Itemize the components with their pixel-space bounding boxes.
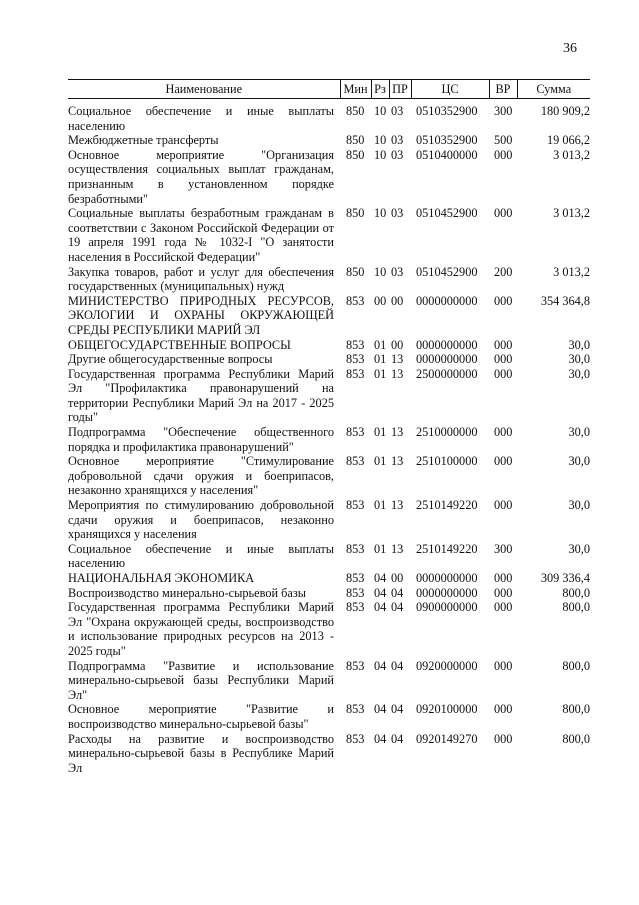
row-sum: 30,0 <box>568 352 590 367</box>
row-name: Межбюджетные трансферты <box>68 133 219 148</box>
row-pr-code: 00 <box>391 293 404 308</box>
row-vr-code: 000 <box>494 293 513 308</box>
row-cs-code: 0510452900 <box>416 206 478 221</box>
row-name: Мероприятия по стимулированию добровольной сдачи оружия и боеприпасов, незаконно хранящихся у населения <box>68 498 334 542</box>
row-min-code: 853 <box>346 366 365 381</box>
row-name: Государственная программа Республики Марий Эл "Охрана окружающей среды, воспроизводство и использование природных ресурсов на 2013 - 2025 годы" <box>68 600 334 658</box>
row-cs-code: 2510000000 <box>416 425 478 440</box>
row-cs-code: 0900000000 <box>416 600 478 615</box>
table-row <box>68 542 590 571</box>
row-sum: 30,0 <box>568 541 590 556</box>
row-cs-code: 0000000000 <box>416 571 478 585</box>
row-vr-code: 000 <box>494 731 513 746</box>
table-row <box>68 498 590 542</box>
row-vr-code: 000 <box>494 454 513 469</box>
row-sum: 30,0 <box>568 366 590 381</box>
row-sum: 800,0 <box>562 702 590 717</box>
row-min-code: 853 <box>346 454 365 469</box>
row-name: Социальное обеспечение и иные выплаты населению <box>68 104 334 133</box>
row-sum: 800,0 <box>562 731 590 746</box>
row-pr-code: 13 <box>391 366 404 381</box>
row-min-code: 853 <box>346 337 365 352</box>
row-sum: 800,0 <box>562 600 590 615</box>
row-name: Подпрограмма "Обеспечение общественного порядка и профилактика правонарушений" <box>68 425 334 454</box>
row-cs-code: 0000000000 <box>416 293 478 308</box>
row-rz-code: 10 <box>374 133 387 148</box>
row-cs-code: 2510100000 <box>416 454 478 469</box>
row-vr-code: 000 <box>494 425 513 440</box>
row-min-code: 850 <box>346 104 365 118</box>
row-name: НАЦИОНАЛЬНАЯ ЭКОНОМИКА <box>68 571 255 585</box>
row-cs-code: 0000000000 <box>416 337 478 352</box>
row-sum: 3 013,2 <box>553 147 590 162</box>
row-cs-code: 0000000000 <box>416 585 478 600</box>
row-min-code: 853 <box>346 293 365 308</box>
table-row <box>68 586 590 601</box>
header-rz: Рз <box>371 80 389 99</box>
row-rz-code: 04 <box>374 585 387 600</box>
row-vr-code: 000 <box>494 366 513 381</box>
table-row <box>68 206 590 264</box>
table-row <box>68 352 590 367</box>
row-vr-code: 000 <box>494 702 513 717</box>
row-min-code: 853 <box>346 352 365 367</box>
row-cs-code: 0000000000 <box>416 352 478 367</box>
header-sum: Сумма <box>517 80 590 99</box>
row-name: Закупка товаров, работ и услуг для обеспечения государственных (муниципальных) нужд <box>68 264 334 294</box>
table-row <box>68 425 590 454</box>
row-rz-code: 04 <box>374 600 387 615</box>
row-cs-code: 0510400000 <box>416 147 478 162</box>
table-row <box>68 571 590 586</box>
table-row <box>68 265 590 294</box>
row-sum: 800,0 <box>562 658 590 673</box>
row-sum: 30,0 <box>568 498 590 513</box>
row-pr-code: 03 <box>391 147 404 162</box>
table-header-row <box>68 80 590 99</box>
row-cs-code: 2500000000 <box>416 366 478 381</box>
row-name: Воспроизводство минерально-сырьевой базы <box>68 585 306 600</box>
row-name: Социальные выплаты безработным гражданам в соответствии с Законом Российской Федерации от 19 апреля 1991 года № 1032-I "О занятости населения в Российской Федерации" <box>68 206 334 264</box>
row-cs-code: 0510352900 <box>416 104 478 118</box>
row-rz-code: 04 <box>374 731 387 746</box>
table-row <box>68 99 590 134</box>
row-sum: 30,0 <box>568 454 590 469</box>
row-cs-code: 0920100000 <box>416 702 478 717</box>
row-min-code: 850 <box>346 133 365 148</box>
row-rz-code: 01 <box>374 498 387 513</box>
row-rz-code: 04 <box>374 658 387 673</box>
header-pr: ПР <box>389 80 411 99</box>
row-pr-code: 13 <box>391 454 404 469</box>
row-rz-code: 01 <box>374 352 387 367</box>
row-cs-code: 0920149270 <box>416 731 478 746</box>
row-sum: 19 066,2 <box>546 133 590 148</box>
row-vr-code: 000 <box>494 571 513 585</box>
header-min: Мин <box>340 80 371 99</box>
table-body <box>68 99 590 776</box>
row-name: Государственная программа Республики Марий Эл "Профилактика правонарушений на территории Республики Марий Эл на 2017 - 2025 годы" <box>68 366 334 425</box>
row-name: Расходы на развитие и воспроизводство минерально-сырьевой базы в Республике Марий Эл <box>68 731 334 775</box>
row-sum: 3 013,2 <box>553 264 590 279</box>
row-vr-code: 300 <box>494 541 513 556</box>
table-row <box>68 367 590 425</box>
row-rz-code: 10 <box>374 147 387 162</box>
row-vr-code: 000 <box>494 206 513 221</box>
row-vr-code: 000 <box>494 658 513 673</box>
row-rz-code: 04 <box>374 702 387 717</box>
table-row <box>68 454 590 498</box>
row-min-code: 853 <box>346 731 365 746</box>
row-cs-code: 0510352900 <box>416 133 478 148</box>
row-min-code: 850 <box>346 147 365 162</box>
row-pr-code: 03 <box>391 104 404 118</box>
row-rz-code: 01 <box>374 337 387 352</box>
row-sum: 180 909,2 <box>540 104 590 118</box>
table-row <box>68 294 590 338</box>
row-pr-code: 03 <box>391 206 404 221</box>
header-name: Наименование <box>68 80 340 99</box>
table-row <box>68 600 590 658</box>
table-row <box>68 148 590 206</box>
row-rz-code: 01 <box>374 541 387 556</box>
row-pr-code: 03 <box>391 264 404 279</box>
row-min-code: 853 <box>346 702 365 717</box>
row-sum: 3 013,2 <box>553 206 590 221</box>
row-min-code: 850 <box>346 206 365 221</box>
row-vr-code: 200 <box>494 264 513 279</box>
row-vr-code: 000 <box>494 585 513 600</box>
row-name: ОБЩЕГОСУДАРСТВЕННЫЕ ВОПРОСЫ <box>68 337 291 352</box>
row-cs-code: 2510149220 <box>416 498 478 513</box>
row-name: Основное мероприятие "Стимулирование добровольной сдачи оружия и боеприпасов, незаконно хранящихся у населения" <box>68 454 334 498</box>
row-min-code: 853 <box>346 585 365 600</box>
row-pr-code: 04 <box>391 600 404 615</box>
row-rz-code: 01 <box>374 366 387 381</box>
row-rz-code: 01 <box>374 425 387 440</box>
row-pr-code: 13 <box>391 425 404 440</box>
row-sum: 354 364,8 <box>540 293 590 308</box>
row-name: Другие общегосударственные вопросы <box>68 352 273 367</box>
row-pr-code: 03 <box>391 133 404 148</box>
row-rz-code: 00 <box>374 293 387 308</box>
table-row <box>68 702 590 731</box>
row-cs-code: 0920000000 <box>416 658 478 673</box>
row-min-code: 853 <box>346 425 365 440</box>
row-vr-code: 000 <box>494 147 513 162</box>
row-vr-code: 500 <box>494 133 513 148</box>
row-min-code: 853 <box>346 541 365 556</box>
row-pr-code: 00 <box>391 337 404 352</box>
row-sum: 30,0 <box>568 337 590 352</box>
row-pr-code: 13 <box>391 541 404 556</box>
row-pr-code: 04 <box>391 585 404 600</box>
row-sum: 800,0 <box>562 585 590 600</box>
row-vr-code: 000 <box>494 352 513 367</box>
header-cs: ЦС <box>411 80 489 99</box>
row-min-code: 853 <box>346 498 365 513</box>
row-pr-code: 04 <box>391 731 404 746</box>
row-cs-code: 0510452900 <box>416 264 478 279</box>
row-vr-code: 300 <box>494 104 513 118</box>
page-number: 36 <box>563 41 577 56</box>
row-vr-code: 000 <box>494 498 513 513</box>
row-min-code: 853 <box>346 571 365 585</box>
budget-table <box>68 79 590 775</box>
row-min-code: 853 <box>346 658 365 673</box>
row-rz-code: 10 <box>374 104 387 118</box>
table-row <box>68 338 590 353</box>
row-name: Основное мероприятие "Развитие и воспроизводство минерально-сырьевой базы" <box>68 702 334 731</box>
row-sum: 30,0 <box>568 425 590 440</box>
row-rz-code: 04 <box>374 571 387 585</box>
row-vr-code: 000 <box>494 600 513 615</box>
row-rz-code: 10 <box>374 206 387 221</box>
row-rz-code: 01 <box>374 454 387 469</box>
row-rz-code: 10 <box>374 264 387 279</box>
header-vr: ВР <box>489 80 517 99</box>
row-name: Подпрограмма "Развитие и использование минерально-сырьевой базы Республики Марий Эл" <box>68 658 334 702</box>
row-pr-code: 04 <box>391 702 404 717</box>
row-sum: 309 336,4 <box>540 571 590 585</box>
table-row <box>68 659 590 703</box>
row-name: МИНИСТЕРСТВО ПРИРОДНЫХ РЕСУРСОВ, ЭКОЛОГИИ И ОХРАНЫ ОКРУЖАЮЩЕЙ СРЕДЫ РЕСПУБЛИКИ МАРИЙ ЭЛ <box>68 293 334 337</box>
row-pr-code: 04 <box>391 658 404 673</box>
row-min-code: 853 <box>346 600 365 615</box>
row-pr-code: 13 <box>391 352 404 367</box>
table-row <box>68 732 590 776</box>
row-cs-code: 2510149220 <box>416 541 478 556</box>
row-name: Основное мероприятие "Организация осуществления социальных выплат гражданам, признанным в установленном порядке безработными" <box>68 147 334 206</box>
row-pr-code: 13 <box>391 498 404 513</box>
row-vr-code: 000 <box>494 337 513 352</box>
table-row <box>68 133 590 148</box>
row-pr-code: 00 <box>391 571 404 585</box>
row-name: Социальное обеспечение и иные выплаты населению <box>68 541 334 571</box>
row-min-code: 850 <box>346 264 365 279</box>
